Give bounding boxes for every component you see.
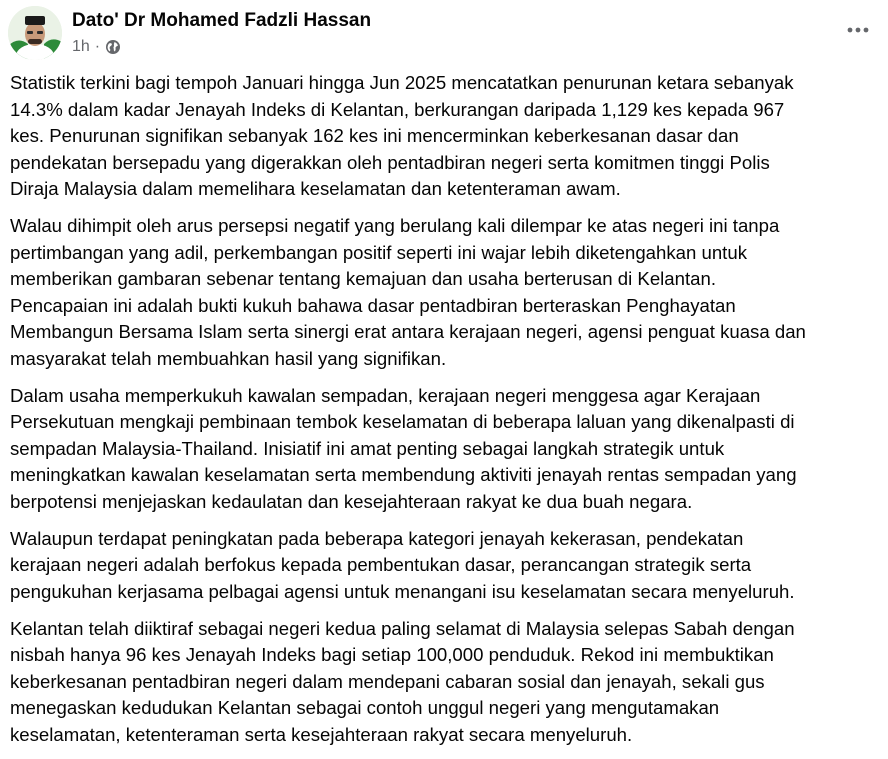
post-meta — [72, 37, 121, 57]
post-header — [8, 6, 880, 62]
post-paragraph: Statistik terkini bagi tempoh Januari hingga Jun 2025 mencatatkan penurunan ketara sebanyak 14.3% dalam kadar Jenayah Indeks di Kelantan, berkurangan daripada 1,129 kes kepada 967 kes. Penurunan signifikan sebanyak 162 kes ini mencerminkan keberkesanan dasar dan pendekatan bersepadu yang digerakkan oleh pentadbiran negeri serta komitmen tinggi Polis Diraja Malaysia dalam memelihara keselamatan dan ketenteraman awam. — [10, 72, 794, 199]
author-name[interactable]: Dato' Dr Mohamed Fadzli Hassan — [72, 10, 372, 31]
post-paragraph: Kelantan telah diiktiraf sebagai negeri kedua paling selamat di Malaysia selepas Sabah dengan nisbah hanya 96 kes Jenayah Indeks bagi setiap 100,000 penduduk. Rekod ini membuktikan keberkesanan pentadbiran negeri dalam mendepani cabaran sosial dan jenayah, sekali gus menegaskan kedudukan Kelantan sebagai contoh unggul negeri yang mengutamakan keselamatan, ketenteraman serta kesejahteraan rakyat secara menyeluruh. — [10, 617, 795, 745]
avatar-portrait-icon — [8, 6, 62, 60]
author-avatar[interactable] — [8, 6, 62, 60]
post-paragraph: Walau dihimpit oleh arus persepsi negatif yang berulang kali dilempar ke atas negeri ini tanpa pertimbangan yang adil, perkembangan positif seperti ini wajar lebih diketengahkan untuk memberikan gambaran sebenar tentang kemajuan dan usaha berterusan di Kelantan. Pencapaian ini adalah bukti kukuh bahawa dasar pentadbiran berteraskan Penghayatan Membangun Bersama Islam serta sinergi erat antara kerajaan negeri, agensi penguat kuasa dan masyarakat telah membuahkan hasil yang signifikan. — [10, 215, 806, 369]
post-paragraph: Dalam usaha memperkukuh kawalan sempadan, kerajaan negeri menggesa agar Kerajaan Persekutuan mengkaji pembinaan tembok keselamatan di beberapa laluan yang dikenalpasti di sempadan Malaysia-Thailand. Inisiatif ini amat penting sebagai langkah strategik untuk meningkatkan kawalan keselamatan serta membendung aktiviti jenayah rentas sempadan yang berpotensi menjejaskan kedaulatan dan kesejahteraan rakyat ke dua buah negara. — [10, 384, 797, 512]
meta-separator: · — [94, 38, 101, 55]
post-body — [10, 70, 880, 759]
more-horizontal-icon[interactable] — [844, 20, 872, 40]
post-paragraph: Walaupun terdapat peningkatan pada beberapa kategori jenayah kekerasan, pendekatan kerajaan negeri adalah berfokus kepada pembentukan dasar, perancangan strategik serta pengukuhan kerjasama pelbagai agensi untuk menangani isu keselamatan secara menyeluruh. — [10, 527, 795, 602]
post-timestamp[interactable]: 1h — [72, 38, 90, 55]
globe-icon[interactable] — [105, 39, 121, 55]
